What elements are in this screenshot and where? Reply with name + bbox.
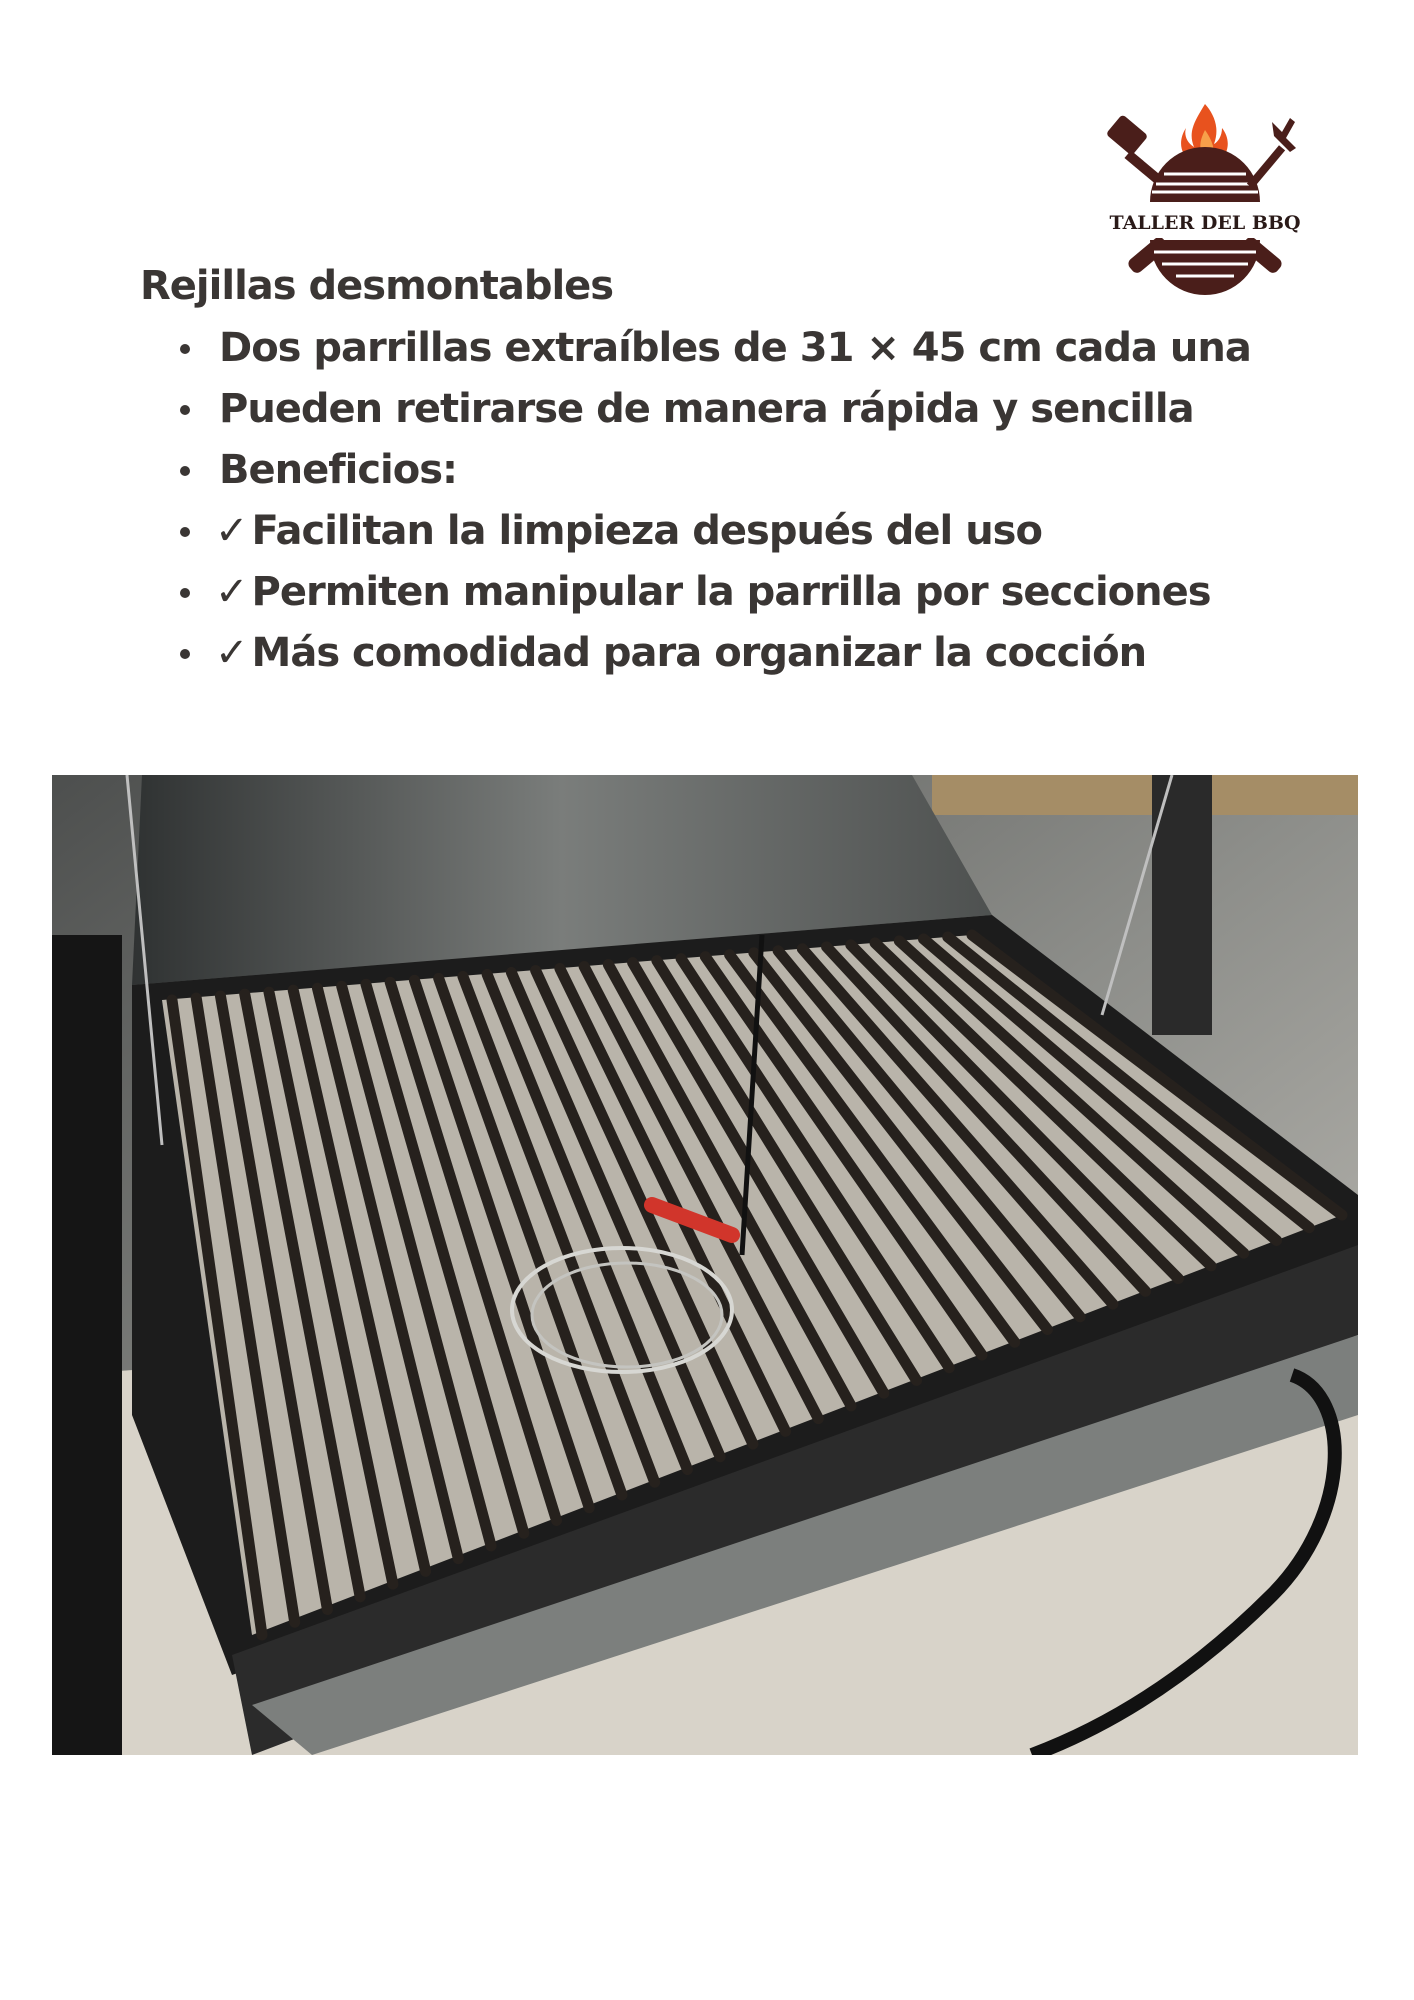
check-icon: ✓ (215, 630, 248, 676)
list-item: ✓ Permiten manipular la parrilla por secciones (140, 568, 1280, 616)
list-item: Beneficios: (140, 446, 1280, 494)
list-item: Dos parrillas extraíbles de 31 × 45 cm cada una (140, 324, 1280, 372)
check-icon: ✓ (215, 569, 248, 615)
features-section (140, 262, 1280, 690)
check-icon: ✓ (215, 508, 248, 554)
grill-photo (52, 775, 1358, 1755)
list-item: ✓ Más comodidad para organizar la cocción (140, 629, 1280, 677)
logo-text: TALLER DEL BBQ (1109, 212, 1301, 234)
list-item: Pueden retirarse de manera rápida y sencilla (140, 385, 1280, 433)
list-item: ✓ Facilitan la limpieza después del uso (140, 507, 1280, 555)
section-heading: Rejillas desmontables (140, 263, 614, 309)
feature-list (140, 324, 1280, 677)
